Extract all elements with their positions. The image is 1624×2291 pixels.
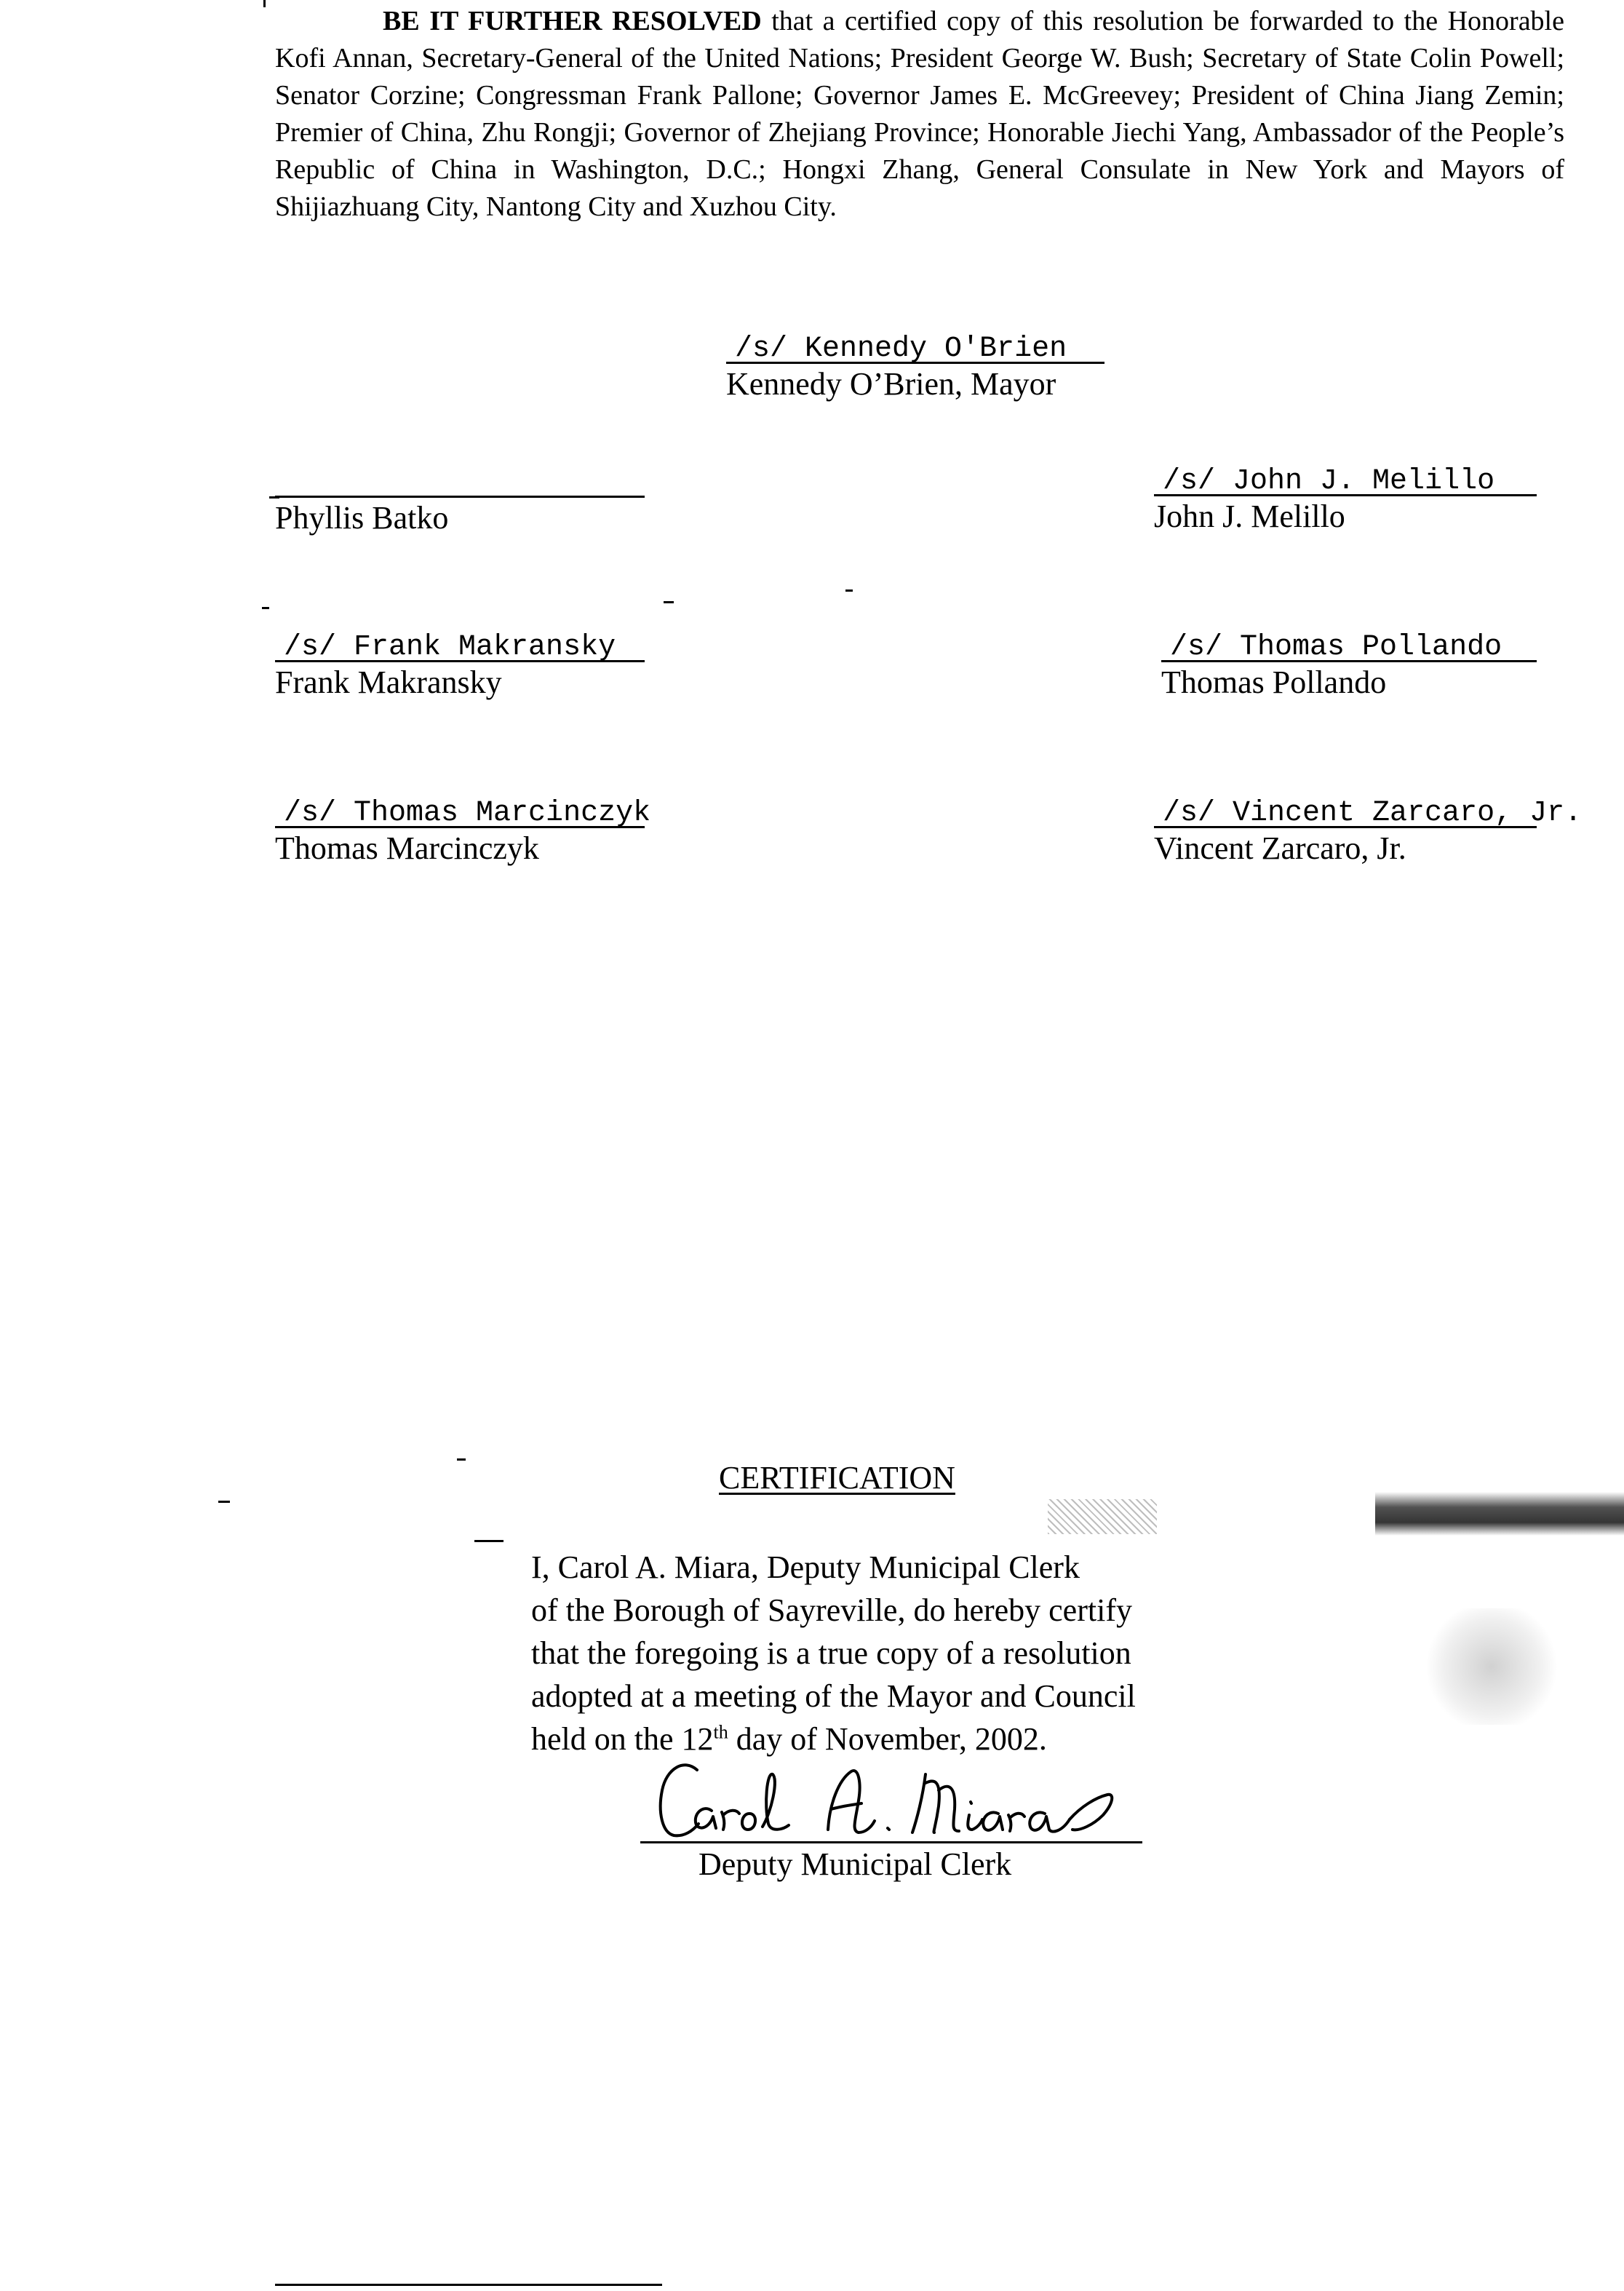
resolution-paragraph [275, 3, 1564, 226]
resolution-lead: BE IT FURTHER RESOLVED [383, 6, 762, 36]
scan-artifact [457, 1458, 466, 1461]
date-ordinal-suffix: th [713, 1721, 728, 1743]
signer-name: Frank Makransky [275, 664, 502, 700]
signature-line: /s/ Vincent Zarcaro, Jr. [1154, 796, 1537, 828]
scan-noise [1426, 1608, 1557, 1725]
signer-name: Phyllis Batko [275, 500, 449, 536]
scan-artifact [262, 607, 269, 609]
scan-artifact [269, 496, 279, 499]
scan-artifact [845, 589, 853, 592]
signature-line [275, 466, 645, 498]
signature-line: /s/ Thomas Pollando [1161, 630, 1537, 662]
certification-line: I, Carol A. Miara, Deputy Municipal Clerk [531, 1549, 1080, 1585]
certification-line: of the Borough of Sayreville, do hereby certify [531, 1592, 1132, 1628]
resolution-text: that a certified copy of this resolution be forwarded to the Honorable Kofi Annan, Secretary-General of the United Nations; President George W. Bush; Secretary of State Colin Powell; Senator Corzine; Congressman Frank Pallone; Governor James E. McGreevey; President of China Jiang Zemin; Premier of China, Zhu Rongji; Governor of Zhejiang Province; Honorable Jiechi Yang, Ambassador of the People’s Republic of China in Washington, D.C.; Hongxi Zhang, General Consulate in New York and Mayors of Shijiazhuang City, Nantong City and Xuzhou City. [275, 6, 1564, 222]
signature-line: /s/ Thomas Marcinczyk [275, 796, 645, 828]
signer-name: Vincent Zarcaro, Jr. [1154, 830, 1406, 866]
signature-block-batko [275, 466, 645, 539]
certification-body [531, 1546, 1259, 1760]
scan-noise [1375, 1492, 1624, 1536]
date-text-post: day of November, 2002. [728, 1721, 1047, 1757]
scan-noise [1048, 1499, 1157, 1534]
clerk-signature-line [640, 1841, 1142, 1843]
scan-artifact [218, 1501, 230, 1503]
signer-name: Kennedy O’Brien, Mayor [726, 366, 1056, 402]
signature-line: /s/ Frank Makransky [275, 630, 645, 662]
signature-block-marcinczyk [275, 796, 651, 869]
date-text-pre: held on the 12 [531, 1721, 714, 1757]
certification-line: adopted at a meeting of the Mayor and Council [531, 1678, 1136, 1714]
signer-name: Thomas Pollando [1161, 664, 1387, 700]
scan-artifact [664, 601, 674, 603]
signature-block-zarcaro [1154, 796, 1583, 869]
scan-artifact [474, 1540, 503, 1542]
signature-line: /s/ John J. Melillo [1154, 464, 1537, 496]
signature-block-mayor [726, 332, 1104, 405]
signature-line: /s/ Kennedy O'Brien [726, 332, 1104, 364]
footer-rule [275, 2284, 662, 2286]
certification-line: that the foregoing is a true copy of a resolution [531, 1635, 1131, 1671]
clerk-title: Deputy Municipal Clerk [698, 1846, 1012, 1882]
signer-name: John J. Melillo [1154, 499, 1345, 534]
signature-block-makransky [275, 630, 645, 703]
scan-artifact [263, 0, 266, 7]
certification-title: CERTIFICATION [719, 1460, 955, 1496]
signature-block-melillo [1154, 464, 1537, 537]
handwritten-signature-image [640, 1739, 1142, 1841]
signer-name: Thomas Marcinczyk [275, 830, 539, 866]
signature-block-pollando [1161, 630, 1537, 703]
